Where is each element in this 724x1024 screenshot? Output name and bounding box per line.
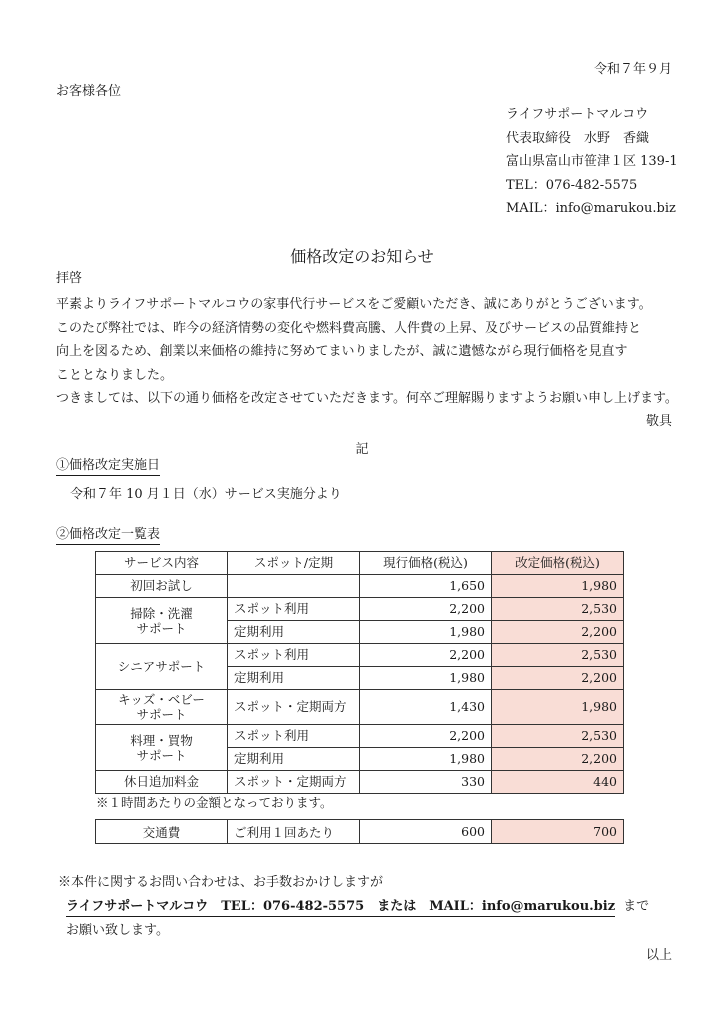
service-cell: キッズ・ベビー サポート bbox=[96, 690, 228, 725]
service-cell: 掃除・洗濯 サポート bbox=[96, 598, 228, 644]
service-cell: 休日追加料金 bbox=[96, 771, 228, 794]
header-current-price: 現行価格(税込) bbox=[360, 552, 492, 575]
current-price-cell: 1,430 bbox=[360, 690, 492, 725]
service-cell: 初回お試し bbox=[96, 575, 228, 598]
greeting: 拝啓 bbox=[56, 271, 83, 286]
revised-price-cell: 1,980 bbox=[492, 690, 624, 725]
closing-phrase: 敬具 bbox=[645, 414, 672, 429]
revised-price-cell: 2,200 bbox=[492, 667, 624, 690]
service-cell: 料理・買物 サポート bbox=[96, 725, 228, 771]
sender-representative: 代表取締役 水野 香織 bbox=[506, 130, 650, 146]
current-price-cell: 2,200 bbox=[360, 598, 492, 621]
plan-cell: 定期利用 bbox=[228, 667, 360, 690]
contact-suffix: まで bbox=[623, 899, 650, 914]
contact-details: ライフサポートマルコウ TEL：076-482-5575 または MAIL：info@marukou.biz bbox=[66, 899, 615, 917]
addressee: お客様各位 bbox=[56, 84, 122, 99]
revised-price-cell: 1,980 bbox=[492, 575, 624, 598]
table-row bbox=[96, 690, 624, 725]
current-price-cell: 330 bbox=[360, 771, 492, 794]
plan-cell: スポット利用 bbox=[228, 644, 360, 667]
table-header-row bbox=[96, 552, 624, 575]
revised-price-cell: 2,200 bbox=[492, 621, 624, 644]
effective-date-text: 令和７年 10 月１日（水）サービス実施分より bbox=[70, 487, 342, 502]
plan-cell: 定期利用 bbox=[228, 621, 360, 644]
table-row bbox=[96, 725, 624, 748]
body-line: 向上を図るため、創業以来価格の維持に努めてまいりましたが、誠に遺憾ながら現行価格を見直す bbox=[56, 344, 628, 360]
request-text: お願い致します。 bbox=[66, 923, 169, 938]
header-service: サービス内容 bbox=[96, 552, 228, 575]
sender-address: 富山県富山市笹津１区 139-1 bbox=[506, 154, 678, 169]
table-row bbox=[96, 575, 624, 598]
current-price-cell: 600 bbox=[360, 820, 492, 844]
plan-cell: ご利用１回あたり bbox=[228, 820, 360, 844]
body-line: つきましては、以下の通り価格を改定させていただきます。何卒ご理解賜りますようお願い申し上げます。 bbox=[56, 391, 678, 407]
table-row bbox=[96, 820, 624, 844]
body-line: こととなりました。 bbox=[56, 367, 174, 383]
price-table bbox=[95, 551, 624, 794]
current-price-cell: 1,980 bbox=[360, 667, 492, 690]
body-line: 平素よりライフサポートマルコウの家事代行サービスをご愛顧いただき、誠にありがとうございます。 bbox=[56, 297, 652, 312]
plan-cell: 定期利用 bbox=[228, 748, 360, 771]
current-price-cell: 2,200 bbox=[360, 644, 492, 667]
current-price-cell: 1,650 bbox=[360, 575, 492, 598]
sender-mail: MAIL：info@marukou.biz bbox=[506, 201, 676, 216]
service-cell: シニアサポート bbox=[96, 644, 228, 690]
revised-price-cell: 2,530 bbox=[492, 725, 624, 748]
plan-cell: スポット・定期両方 bbox=[228, 690, 360, 725]
table-row bbox=[96, 644, 624, 667]
header-revised-price: 改定価格(税込) bbox=[492, 552, 624, 575]
section2-heading: ②価格改定一覧表 bbox=[56, 527, 160, 545]
current-price-cell: 1,980 bbox=[360, 621, 492, 644]
plan-cell: スポット利用 bbox=[228, 598, 360, 621]
header-plan: スポット/定期 bbox=[228, 552, 360, 575]
current-price-cell: 1,980 bbox=[360, 748, 492, 771]
table-row bbox=[96, 598, 624, 621]
plan-cell: スポット利用 bbox=[228, 725, 360, 748]
transport-fee-table bbox=[95, 819, 624, 844]
document-title: 価格改定のお知らせ bbox=[290, 247, 434, 266]
contact-line bbox=[66, 895, 649, 914]
hourly-note: ※１時間あたりの金額となっております。 bbox=[96, 795, 333, 810]
sender-block bbox=[506, 103, 678, 221]
plan-cell bbox=[228, 575, 360, 598]
section1-heading: ①価格改定実施日 bbox=[56, 458, 160, 476]
plan-cell: スポット・定期両方 bbox=[228, 771, 360, 794]
revised-price-cell: 700 bbox=[492, 820, 624, 844]
inquiry-note: ※本件に関するお問い合わせは、お手数おかけしますが bbox=[58, 875, 384, 890]
current-price-cell: 2,200 bbox=[360, 725, 492, 748]
sender-tel: TEL：076-482-5575 bbox=[506, 177, 638, 193]
sender-company: ライフサポートマルコウ bbox=[506, 107, 649, 122]
end-marker: 以上 bbox=[645, 948, 672, 963]
notice-date: 令和７年９月 bbox=[593, 62, 672, 77]
service-cell: 交通費 bbox=[96, 820, 228, 844]
body-text bbox=[56, 293, 678, 411]
body-line: このたび弊社では、昨今の経済情勢の変化や燃料費高騰、人件費の上昇、及びサービスの品質維持と bbox=[56, 320, 642, 336]
revised-price-cell: 2,530 bbox=[492, 598, 624, 621]
revised-price-cell: 2,530 bbox=[492, 644, 624, 667]
ki-marker: 記 bbox=[355, 442, 369, 457]
table-row bbox=[96, 771, 624, 794]
revised-price-cell: 440 bbox=[492, 771, 624, 794]
revised-price-cell: 2,200 bbox=[492, 748, 624, 771]
